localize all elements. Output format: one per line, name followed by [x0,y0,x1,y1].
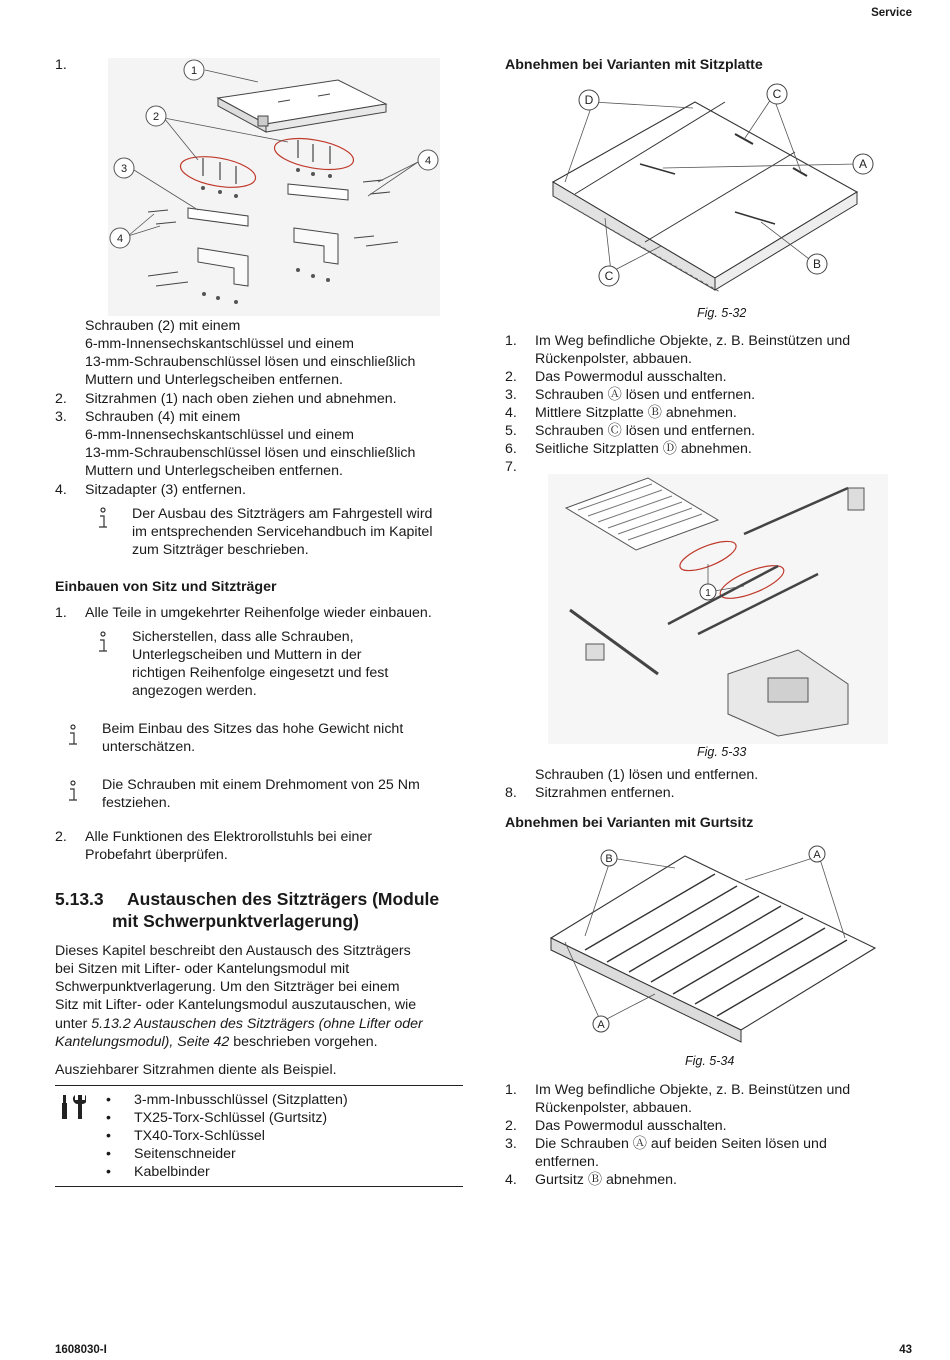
subheading: Abnehmen bei Varianten mit Sitzplatte [505,57,763,73]
tool-item: Seitenschneider [134,1146,236,1162]
cross-reference-link[interactable]: Kantelungsmodul), Seite 42 [55,1034,230,1050]
step-number: 3. [505,1136,517,1152]
note-text: angezogen werden. [132,683,257,699]
step-text: Alle Funktionen des Elektrorollstuhls bei einer [85,829,373,845]
header-section: Service [871,7,912,19]
step-text: Schrauben (2) mit einem [85,318,241,334]
step-text: Im Weg befindliche Objekte, z. B. Beinstützen und [535,333,851,349]
step-number: 4. [505,405,517,421]
note-text: Unterlegscheiben und Muttern in der [132,647,362,663]
step-text: Muttern und Unterlegscheiben entfernen. [85,463,343,479]
seat-plate-figure [545,82,875,300]
step-number: 1. [55,605,67,621]
info-icon [96,507,110,531]
step-number: 4. [55,482,67,498]
step-text: 6-mm-Innensechskantschlüssel und einem [85,427,354,443]
step-number: 3. [505,387,517,403]
step-number: 1. [55,57,67,73]
step-text: Rückenpolster, abbauen. [535,1100,692,1116]
step-text: Schrauben (1) lösen und entfernen. [535,767,759,783]
paragraph-line [55,1033,378,1051]
note-text: Der Ausbau des Sitzträgers am Fahrgestell wird [132,506,433,522]
figure-callout: A [597,1019,605,1031]
figure-caption: Fig. 5-34 [685,1054,735,1068]
section-title: mit Schwerpunktverlagerung) [112,911,359,931]
step-text: Gurtsitz Ⓑ abnehmen. [535,1172,677,1188]
step-number: 7. [505,459,517,475]
cross-reference-link[interactable]: 5.13.2 Austauschen des Sitzträgers (ohne Lifter oder [91,1016,423,1032]
figure-callout: 1 [705,588,711,599]
step-number: 6. [505,441,517,457]
figure-callout: A [858,157,868,171]
tool-item: 3-mm-Inbusschlüssel (Sitzplatten) [134,1092,348,1108]
bullet: • [106,1146,111,1162]
paragraph-text: unter [55,1016,92,1032]
step-text: 13-mm-Schraubenschlüssel lösen und einschließlich [85,445,416,461]
step-text: 6-mm-Innensechskantschlüssel und einem [85,336,354,352]
paragraph-text: beschrieben vorgehen. [229,1034,378,1050]
figure-callout: 2 [152,111,160,123]
step-text: Muttern und Unterlegscheiben entfernen. [85,372,343,388]
info-icon [66,724,80,748]
figure-callout: 4 [116,233,124,245]
step-number: 2. [55,391,67,407]
figure-callout: 4 [424,155,432,167]
divider [55,1186,463,1187]
step-text: Das Powermodul ausschalten. [535,369,727,385]
note-text: festziehen. [102,795,171,811]
step-number: 8. [505,785,517,801]
note-text: zum Sitzträger beschrieben. [132,542,309,558]
step-text: Sitzadapter (3) entfernen. [85,482,246,498]
figure-callout: D [584,93,594,107]
tool-item: Kabelbinder [134,1164,210,1180]
step-number: 1. [505,1082,517,1098]
tool-item: TX25-Torx-Schlüssel (Gurtsitz) [134,1110,328,1126]
section-title: Austauschen des Sitzträgers (Module [127,889,440,909]
bullet: • [106,1164,111,1180]
figure-caption: Fig. 5-32 [697,306,747,320]
seat-frame-exploded-figure [548,474,888,744]
step-text: Alle Teile in umgekehrter Reihenfolge wieder einbauen. [85,605,432,621]
note-text: unterschätzen. [102,739,196,755]
note-text: Die Schrauben mit einem Drehmoment von 25 Nm [102,777,420,793]
step-text: Rückenpolster, abbauen. [535,351,692,367]
figure-callout: C [772,87,782,101]
footer-doc-id: 1608030-I [55,1344,107,1356]
tool-item: TX40-Torx-Schlüssel [134,1128,265,1144]
bullet: • [106,1092,111,1108]
paragraph-line: Schwerpunktverlagerung. Um den Sitzträger bei einem [55,979,400,995]
figure-callout: 1 [190,65,198,77]
figure-callout: A [813,849,821,861]
step-number: 5. [505,423,517,439]
step-number: 2. [505,369,517,385]
note-text: Beim Einbau des Sitzes das hohe Gewicht nicht [102,721,404,737]
paragraph-line: Dieses Kapitel beschreibt den Austausch des Sitzträgers [55,943,411,959]
step-text: Mittlere Sitzplatte Ⓑ abnehmen. [535,405,737,421]
belt-seat-figure [545,844,885,1044]
step-number: 4. [505,1172,517,1188]
info-icon [66,780,80,804]
divider [55,1085,463,1086]
step-text: Probefahrt überprüfen. [85,847,228,863]
paragraph-line: Ausziehbarer Sitzrahmen diente als Beispiel. [55,1062,337,1078]
note-text: richtigen Reihenfolge eingesetzt und fest [132,665,389,681]
tools-icon [60,1093,86,1121]
step-number: 2. [505,1118,517,1134]
step-text: Sitzrahmen entfernen. [535,785,675,801]
subheading: Abnehmen bei Varianten mit Gurtsitz [505,815,754,831]
note-text: Sicherstellen, dass alle Schrauben, [132,629,354,645]
step-text: Seitliche Sitzplatten Ⓓ abnehmen. [535,441,752,457]
figure-callout: 3 [120,163,128,175]
step-text: 13-mm-Schraubenschlüssel lösen und einschließlich [85,354,416,370]
step-number: 2. [55,829,67,845]
info-icon [96,631,110,655]
step-text: Im Weg befindliche Objekte, z. B. Beinstützen und [535,1082,851,1098]
step-number: 1. [505,333,517,349]
step-text: Schrauben Ⓒ lösen und entfernen. [535,423,756,439]
footer-page-number: 43 [899,1344,912,1356]
paragraph-line: Sitz mit Lifter- oder Kantelungsmodul auszutauschen, wie [55,997,417,1013]
subheading: Einbauen von Sitz und Sitzträger [55,579,277,595]
note-text: im entsprechenden Servicehandbuch im Kapitel [132,524,433,540]
step-text: Das Powermodul ausschalten. [535,1118,727,1134]
figure-callout: B [605,853,613,865]
figure-caption: Fig. 5-33 [697,745,747,759]
step-text: Sitzrahmen (1) nach oben ziehen und abnehmen. [85,391,397,407]
paragraph-line: bei Sitzen mit Lifter- oder Kantelungsmodul mit [55,961,350,977]
step-text: Schrauben (4) mit einem [85,409,241,425]
step-text: Schrauben Ⓐ lösen und entfernen. [535,387,756,403]
section-number: 5.13.3 [55,889,104,909]
step-number: 3. [55,409,67,425]
paragraph-line [55,1015,423,1033]
bullet: • [106,1128,111,1144]
figure-callout: B [812,257,822,271]
figure-callout: C [604,269,614,283]
step-text: Die Schrauben Ⓐ auf beiden Seiten lösen und [535,1136,827,1152]
bullet: • [106,1110,111,1126]
exploded-seat-frame-figure [108,58,440,316]
step-text: entfernen. [535,1154,599,1170]
